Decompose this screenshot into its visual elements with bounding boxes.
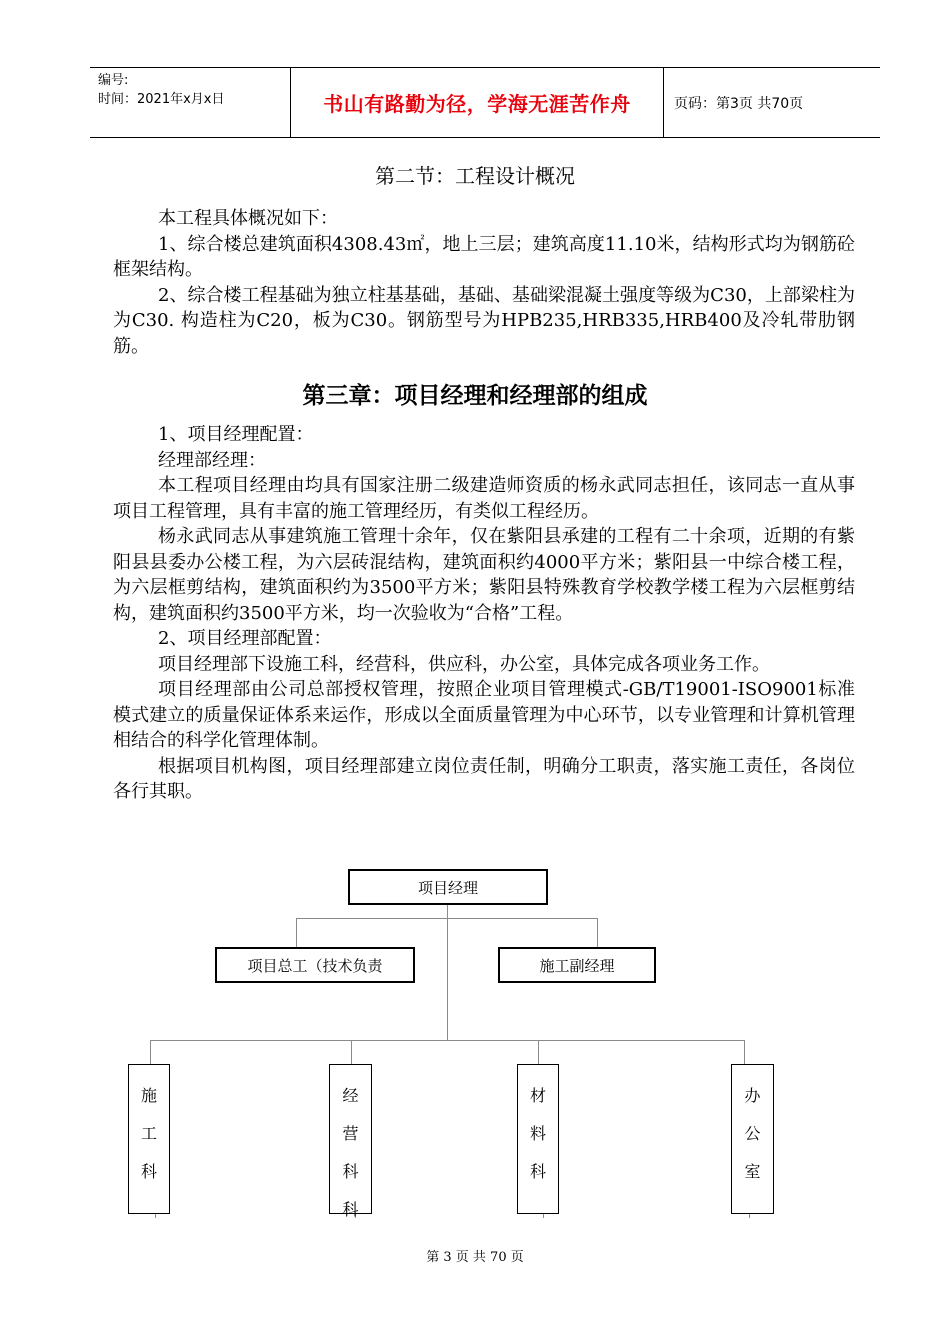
connector-line [744,1040,745,1064]
org-node-char: 室 [744,1162,761,1181]
org-node-char: 经 [342,1086,359,1105]
section-title: 第二节：工程设计概况 [375,164,575,188]
org-node-char: 科 [140,1162,157,1181]
paragraph: 本工程项目经理由均具有国家注册二级建造师资质的杨永武同志担任，该同志一直从事项目工程管理，具有丰富的施工管理经历，有类似工程经历。 [113,475,855,522]
org-node-char: 营 [342,1124,359,1143]
paragraph: 经理部经理： [158,449,266,471]
paragraph: 1、项目经理配置： [158,424,314,445]
connector-line [150,1040,151,1064]
paragraph: 2、项目经理部配置： [158,628,332,649]
org-node-char: 工 [140,1124,157,1143]
org-node-deputy-manager: 施工副经理 [498,947,656,983]
org-node-project-manager: 项目经理 [348,869,548,905]
org-node-materials-dept [517,1064,559,1214]
org-node-char: 公 [744,1124,761,1143]
paragraph: 项目经理部由公司总部授权管理，按照企业项目管理模式-GB/T19001-ISO9001标准模式建立的质量保证体系来运作，形成以全面质量管理为中心环节，以专业管理和计算机管理相结合的科学化管理体制。 [113,679,855,751]
paragraph: 1、综合楼总建筑面积4308.43㎡，地上三层；建筑高度11.10米，结构形式均为钢筋砼框架结构。 [113,233,855,280]
section-body [113,206,855,359]
header-motto-cell [291,68,664,137]
connector-line [296,918,297,948]
header-page-number: 页码：第3页 共70页 [674,95,804,112]
org-node-char: 科 [529,1162,546,1181]
connector-line [447,904,448,918]
org-node-construction-dept [128,1064,170,1214]
org-node-char: 施 [140,1086,157,1105]
org-node-char: 材 [529,1086,546,1105]
connector-line [597,918,598,948]
page-header [90,67,880,138]
org-node-char: 办 [744,1086,761,1105]
page-footer: 第 3 页 共 70 页 [426,1250,524,1265]
header-meta [90,68,291,137]
org-node-office [731,1064,774,1214]
org-node-char: 科 [342,1200,359,1219]
header-date: 时间：2021年x月x日 [98,92,225,107]
paragraph: 根据项目机构图，项目经理部建立岗位责任制，明确分工职责，落实施工责任，各岗位各行其职。 [113,755,855,802]
org-node-business-dept [329,1064,372,1219]
connector-line [447,918,448,1040]
org-node-chief-engineer: 项目总工（技术负责 [215,947,415,983]
paragraph: 2、综合楼工程基础为独立柱基基础，基础、基础梁混凝土强度等级为C30，上部梁柱为为C30. 构造柱为C20，板为C30。钢筋型号为HPB235,HRB335,HRB400及冷轧带肋钢筋。 [113,284,855,357]
connector-line [538,1040,539,1064]
chapter-title: 第三章：项目经理和经理部的组成 [302,383,648,409]
header-motto: 书山有路勤为径，学海无涯苦作舟 [323,92,631,116]
org-node-char: 科 [342,1162,359,1181]
paragraph: 杨永武同志从事建筑施工管理十余年，仅在紫阳县承建的工程有二十余项，近期的有紫阳县县委办公楼工程，为六层砖混结构，建筑面积约4000平方米；紫阳县一中综合楼工程，为六层框剪结构，建筑面积约为3500平方米；紫阳县特殊教育学校教学楼工程为六层框剪结构，建筑面积约3500平方米，均一次验收为“合格”工程。 [113,526,855,624]
paragraph: 项目经理部下设施工科，经营科，供应科，办公室，具体完成各项业务工作。 [158,653,770,675]
org-node-char: 料 [529,1124,546,1143]
connector-line [150,1040,745,1041]
chapter-body [113,422,855,805]
header-number: 编号: [98,73,129,88]
connector-line [351,1040,352,1064]
paragraph: 本工程具体概况如下： [158,208,338,229]
